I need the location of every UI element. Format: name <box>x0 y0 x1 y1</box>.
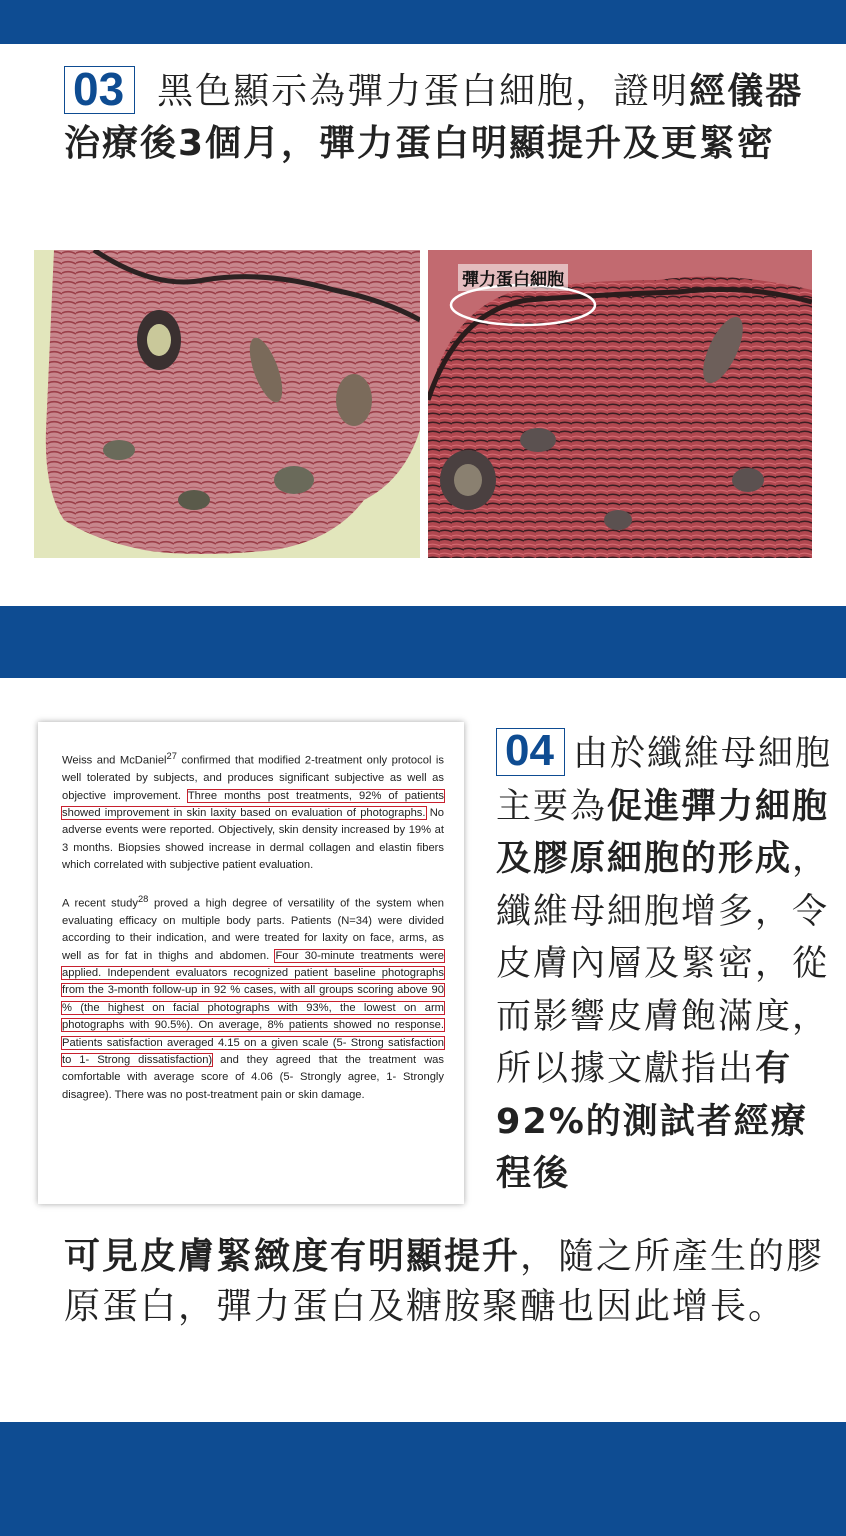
section-04-bold-b: 有92%的測試者經療程後 <box>496 1049 808 1194</box>
section-03-text: 黑色顯示為彈力蛋白細胞，證明 <box>157 71 690 112</box>
paper-paragraph-2 <box>62 891 444 1105</box>
paper-p1-text-c: No adverse events were reported. Objectively, skin density increased by 19% at 3 months. Biopsies showed increase in dermal collagen and elastin fibers which correlated with subjective patient evaluation. <box>62 806 444 872</box>
section-04-text <box>496 728 832 1201</box>
paper-paragraph-1 <box>62 748 444 875</box>
section-04-bold-a: 促進彈力細胞及膠原細胞的形成 <box>496 786 830 879</box>
paper-p1-ref: 27 <box>166 751 177 761</box>
skin-biopsy-before-image <box>34 250 420 558</box>
conclusion-regular: ，隨之所產生的膠原蛋白，彈力蛋白及糖胺聚醣也因此增長。 <box>64 1236 825 1327</box>
bottom-banner <box>0 1422 846 1536</box>
section-03-heading <box>64 63 804 170</box>
paper-p2-ref: 28 <box>137 893 149 904</box>
paper-p2-text-a: A recent study <box>62 897 138 910</box>
research-paper-excerpt <box>38 722 464 1204</box>
skin-biopsy-after-image <box>428 250 812 558</box>
paper-p2-text-c: and they agreed that the treatment was comfortable with average score of 4.06 (5- Strongly agree, 1- Strongly disagree). There was no post-treatment pain or skin damage. <box>62 1053 444 1101</box>
section-04-text-a: 由於纖維母細胞主要為 <box>496 734 832 827</box>
middle-banner <box>0 606 846 678</box>
paper-p2-highlight: Four 30-minute treatments were applied. Independent evaluators recognized patient baseline photographs from the 3-month follow-up in 92 % cases, with all groups scoring above 90 % (the highest on facial photographs with 93%, the lowest on arm photographs with 90.5%). On average, 8% patients showed no response. Patients satisfaction averaged 4.15 on a given scale (5- Strong satisfaction to 1- Strong dissatisfaction) <box>62 949 444 1066</box>
paper-p1-text-a: Weiss and McDaniel <box>62 754 167 767</box>
conclusion-bold: 可見皮膚緊緻度有明顯提升 <box>64 1236 521 1277</box>
conclusion-text <box>64 1232 834 1332</box>
section-03-number: 03 <box>64 66 135 114</box>
section-03-text-bold: 經儀器治療後3個月，彈力蛋白明顯提升及更緊密 <box>64 71 804 164</box>
elastin-cell-label: 彈力蛋白細胞 <box>458 264 568 291</box>
paper-p1-highlight: Three months post treatments, 92% of patients showed improvement in skin laxity based on evaluation of photographs. <box>62 789 444 819</box>
paper-p1-text-b: confirmed that modified 2-treatment only protocol is well tolerated by subjects, and produces significant subjective as well as objective improvement. <box>62 754 445 802</box>
top-banner <box>0 0 846 44</box>
section-04-number: 04 <box>496 728 565 776</box>
section-04-text-b: ，纖維母細胞增多，令皮膚內層及緊密，從而影響皮膚飽滿度，所以據文獻指出 <box>496 839 830 1089</box>
paper-p2-text-b: proved a high degree of versatility of the system when evaluating efficacy on multiple body parts. Patients (N=34) were divided according to their indication, and were treated for laxity on face, arms, as well as for fat in thighs and abdomen. <box>62 897 444 962</box>
